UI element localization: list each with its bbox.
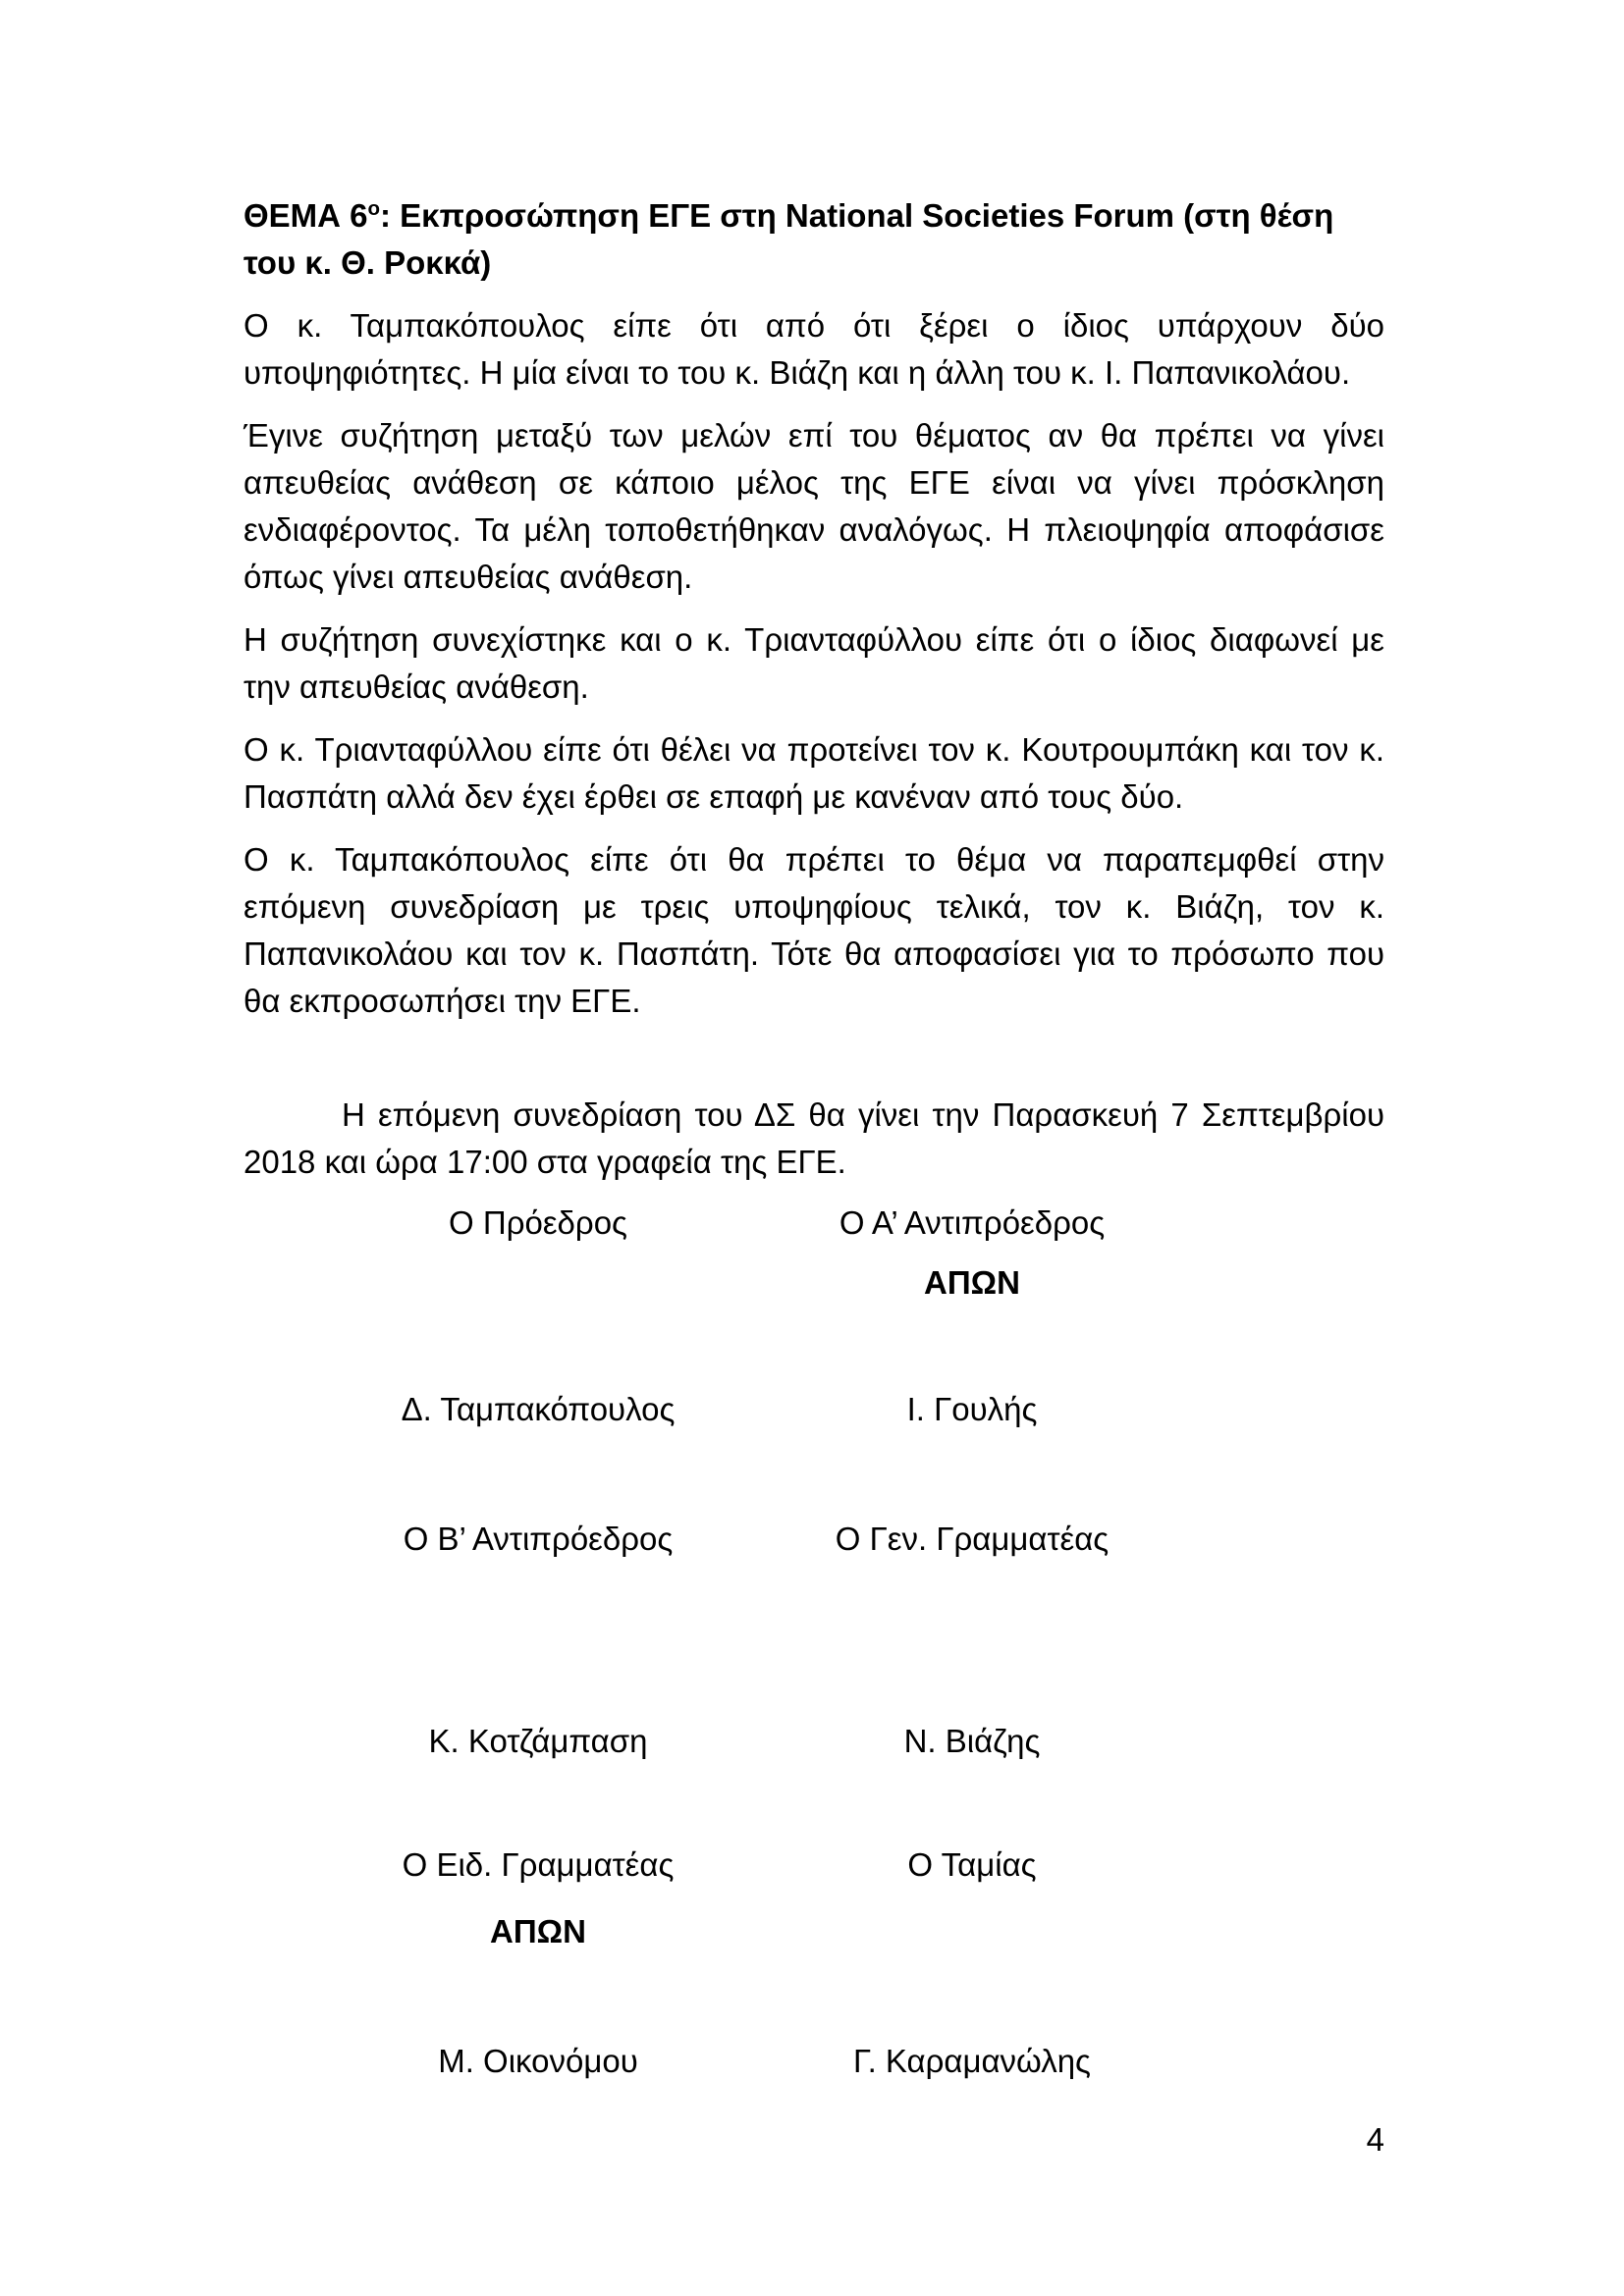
name-special-secretary: Μ. Οικονόμου	[438, 2043, 638, 2079]
page-number: 4	[1366, 2121, 1384, 2158]
signature-row-roles-1	[0, 1200, 1624, 1247]
role-president: Ο Πρόεδρος	[449, 1204, 627, 1241]
role-first-vice-president: Ο Α’ Αντιπρόεδρος	[839, 1204, 1106, 1241]
name-second-vice-president: Κ. Κοτζάμπαση	[428, 1723, 648, 1759]
topic-heading	[244, 192, 1384, 287]
signature-row-roles-2	[0, 1516, 1624, 1563]
name-first-vice-president: Ι. Γουλής	[906, 1391, 1038, 1427]
document-body	[244, 192, 1384, 1186]
topic-heading-prefix: ΘΕΜΑ 6	[244, 197, 368, 234]
topic-heading-ordinal: ο	[367, 197, 381, 220]
role-special-secretary: Ο Ειδ. Γραμματέας	[402, 1846, 675, 1883]
role-general-secretary: Ο Γεν. Γραμματέας	[835, 1521, 1110, 1557]
name-general-secretary: Ν. Βιάζης	[903, 1723, 1041, 1759]
paragraph-3: Η συζήτηση συνεχίστηκε και ο κ. Τριανταφύλλου είπε ότι ο ίδιος διαφωνεί με την απευθείας ανάθεση.	[244, 621, 1384, 705]
signature-row-names-3	[0, 2038, 1624, 2085]
absent-badge-special-secretary: ΑΠΩΝ	[490, 1913, 586, 1949]
topic-heading-rest: : Εκπροσώπηση ΕΓΕ στη National Societies Forum (στη θέση του κ. Θ. Ροκκά)	[244, 197, 1334, 281]
signature-row-absent-right	[0, 1259, 1624, 1307]
signature-row-roles-3	[0, 1842, 1624, 1889]
next-meeting-paragraph: Η επόμενη συνεδρίαση του ΔΣ θα γίνει την Παρασκευή 7 Σεπτεμβρίου 2018 και ώρα 17:00 στα γραφεία της ΕΓΕ.	[244, 1096, 1384, 1180]
signature-row-absent-left	[0, 1908, 1624, 1955]
name-president: Δ. Ταμπακόπουλος	[401, 1391, 676, 1427]
absent-badge-first-vice-president: ΑΠΩΝ	[924, 1264, 1020, 1301]
signature-row-names-2	[0, 1718, 1624, 1765]
role-second-vice-president: Ο Β’ Αντιπρόεδρος	[403, 1521, 674, 1557]
paragraph-5: Ο κ. Ταμπακόπουλος είπε ότι θα πρέπει το θέμα να παραπεμφθεί στην επόμενη συνεδρίαση με τρεις υποψηφίους τελικά, τον κ. Βιάζη, τον κ. Παπανικολάου και τον κ. Πασπάτη. Τότε θα αποφασίσει για το πρόσωπο που θα εκπροσωπήσει την ΕΓΕ.	[244, 841, 1384, 1019]
paragraph-4: Ο κ. Τριανταφύλλου είπε ότι θέλει να προτείνει τον κ. Κουτρουμπάκη και τον κ. Πασπάτη αλλά δεν έχει έρθει σε επαφή με κανέναν από τους δύο.	[244, 731, 1384, 815]
paragraph-1: Ο κ. Ταμπακόπουλος είπε ότι από ότι ξέρει ο ίδιος υπάρχουν δύο υποψηφιότητες. Η μία είναι το του κ. Βιάζη και η άλλη του κ. Ι. Παπανικολάου.	[244, 307, 1384, 391]
name-treasurer: Γ. Καραμανώλης	[853, 2043, 1091, 2079]
role-treasurer: Ο Ταμίας	[907, 1846, 1037, 1883]
signature-row-names-1	[0, 1386, 1624, 1433]
paragraph-2: Έγινε συζήτηση μεταξύ των μελών επί του θέματος αν θα πρέπει να γίνει απευθείας ανάθεση σε κάποιο μέλος της ΕΓΕ είναι να γίνει πρόσκληση ενδιαφέροντος. Τα μέλη τοποθετήθηκαν αναλόγως. Η πλειοψηφία αποφάσισε όπως γίνει απευθείας ανάθεση.	[244, 417, 1384, 595]
